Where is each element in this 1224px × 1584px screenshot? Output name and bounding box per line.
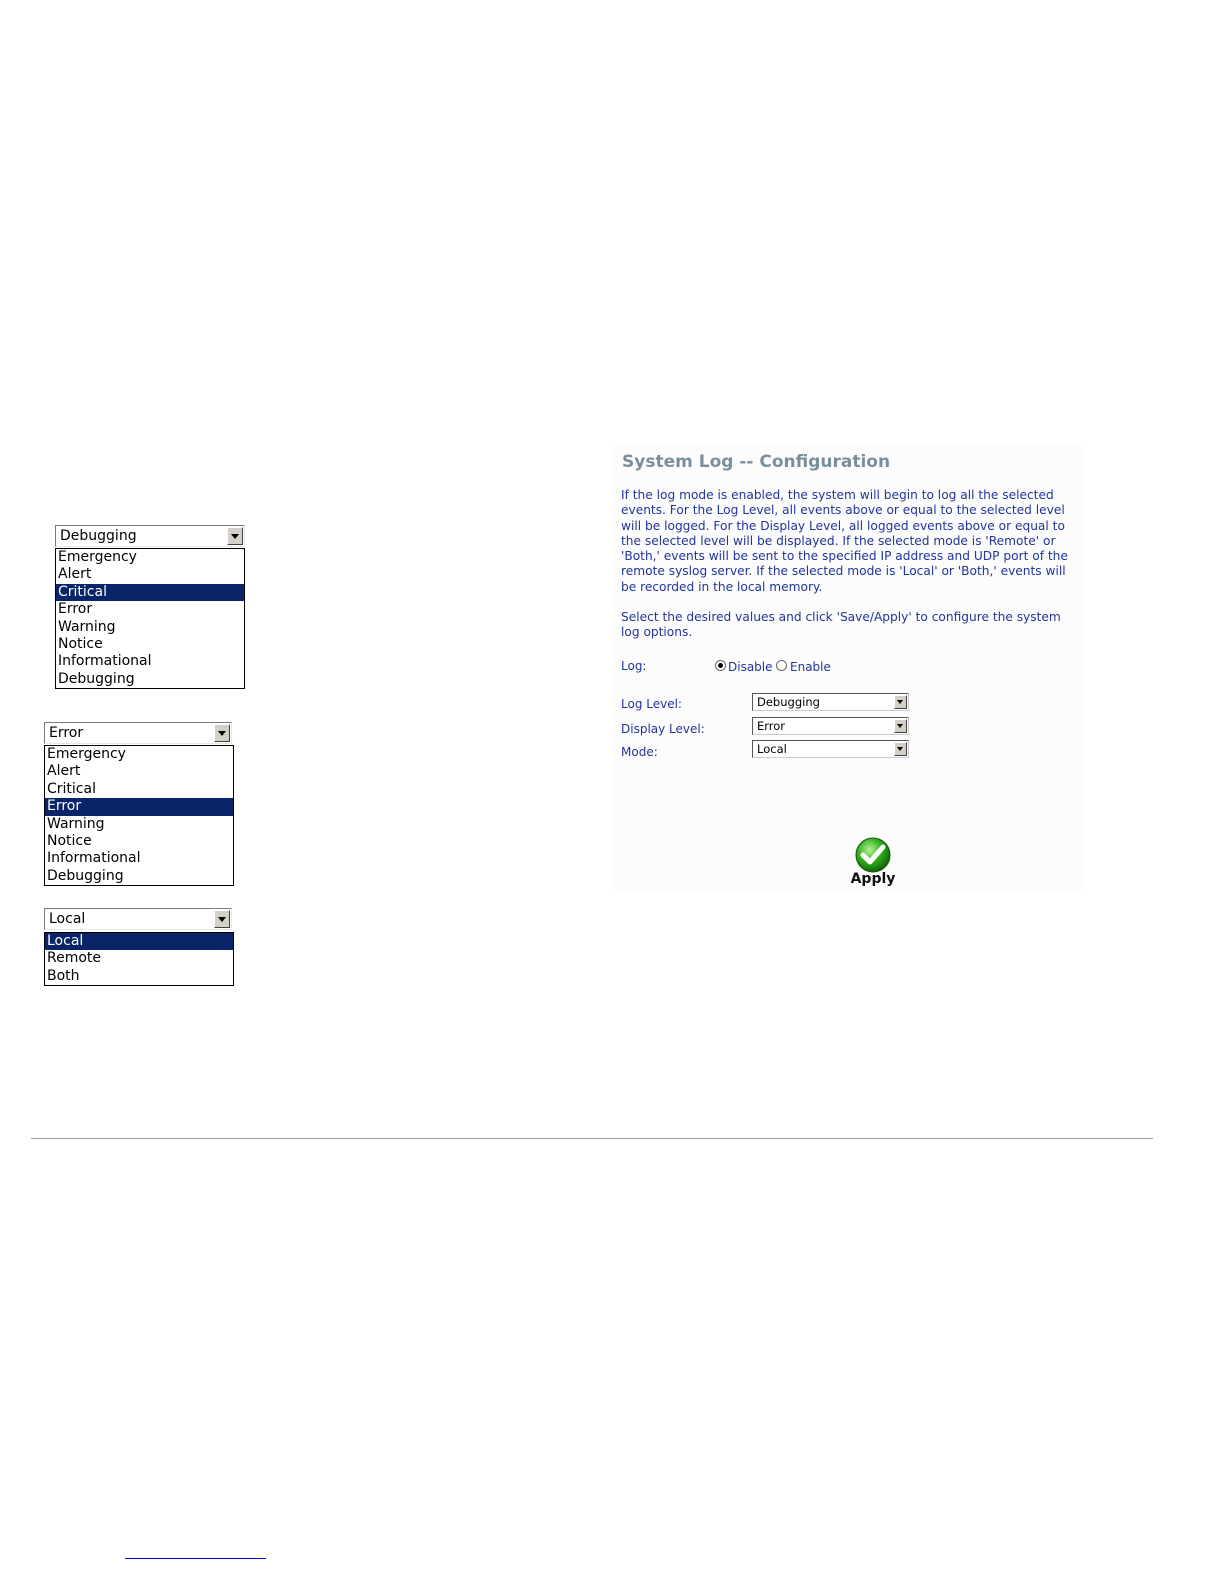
- display-level-value: Error: [757, 719, 786, 733]
- log-level-select[interactable]: [752, 693, 909, 711]
- option-item[interactable]: Informational: [47, 850, 141, 867]
- instructions-text: Select the desired values and click 'Save/Apply' to configure the system log options.: [621, 610, 1061, 640]
- option-item[interactable]: Alert: [58, 566, 92, 583]
- option-item[interactable]: Error: [45, 798, 233, 815]
- display-level-select[interactable]: [752, 717, 909, 735]
- chevron-down-icon[interactable]: [894, 742, 907, 756]
- chevron-down-icon[interactable]: [214, 910, 230, 928]
- option-item[interactable]: Both: [47, 967, 80, 984]
- option-item[interactable]: Warning: [58, 618, 116, 635]
- chevron-down-icon[interactable]: [894, 695, 907, 709]
- log-level-value: Debugging: [757, 695, 820, 709]
- mode-select[interactable]: [752, 740, 909, 758]
- enable-radio-label[interactable]: Enable: [790, 660, 831, 674]
- display-level-label: Display Level:: [621, 722, 705, 736]
- option-item[interactable]: Alert: [47, 763, 81, 780]
- option-item[interactable]: Emergency: [58, 549, 137, 565]
- option-item[interactable]: Warning: [47, 815, 105, 832]
- disable-radio-label[interactable]: Disable: [728, 660, 773, 674]
- apply-button[interactable]: [848, 837, 898, 887]
- description-text: If the log mode is enabled, the system will begin to log all the selected events. For the Log Level, all events above or equal to the selected level will be logged. For the Display Level, all logged events above or equal to the selected level will be displayed. If the selected mode is 'Remote' or 'Both,' events will be sent to the specified IP address and UDP port of the remote syslog server. If the selected mode is 'Local' or 'Both,' events will be recorded in the local memory.: [621, 488, 1068, 594]
- option-item[interactable]: Critical: [47, 780, 96, 797]
- checkmark-icon: [848, 837, 898, 873]
- option-item[interactable]: Emergency: [47, 746, 126, 762]
- option-item[interactable]: Debugging: [58, 670, 135, 687]
- mode-options-list[interactable]: [44, 932, 234, 986]
- display-level-options-list[interactable]: [44, 745, 234, 886]
- mode-select[interactable]: [44, 908, 232, 930]
- option-item[interactable]: Error: [58, 601, 93, 618]
- log-level-dropdown-example[interactable]: [55, 525, 245, 689]
- log-label: Log:: [621, 659, 647, 673]
- selected-value: Debugging: [60, 528, 137, 544]
- log-level-select[interactable]: [55, 525, 245, 547]
- disable-radio[interactable]: [715, 660, 726, 671]
- option-item[interactable]: Debugging: [47, 867, 124, 884]
- log-level-label: Log Level:: [621, 697, 682, 711]
- option-item[interactable]: Notice: [58, 635, 103, 652]
- apply-label: Apply: [850, 871, 896, 887]
- option-item[interactable]: Notice: [47, 832, 92, 849]
- option-item[interactable]: Informational: [58, 653, 152, 670]
- chevron-down-icon[interactable]: [227, 527, 243, 545]
- enable-radio[interactable]: [776, 660, 787, 671]
- log-level-options-list[interactable]: [55, 548, 245, 689]
- selected-value: Error: [49, 725, 84, 741]
- chevron-down-icon[interactable]: [214, 724, 230, 742]
- mode-dropdown-example[interactable]: [44, 908, 234, 988]
- page-title: System Log -- Configuration: [622, 452, 891, 472]
- option-item[interactable]: Critical: [56, 584, 244, 601]
- footer-link-underline[interactable]: [125, 1558, 266, 1559]
- selected-value: Local: [49, 911, 86, 927]
- chevron-down-icon[interactable]: [894, 719, 907, 733]
- display-level-dropdown-example[interactable]: [44, 722, 234, 886]
- option-item[interactable]: Local: [45, 933, 233, 950]
- mode-label: Mode:: [621, 745, 658, 759]
- horizontal-divider: [31, 1138, 1153, 1139]
- option-item[interactable]: Remote: [47, 950, 102, 967]
- system-log-config-panel: [612, 444, 1084, 890]
- mode-value: Local: [757, 742, 787, 756]
- display-level-select[interactable]: [44, 722, 232, 744]
